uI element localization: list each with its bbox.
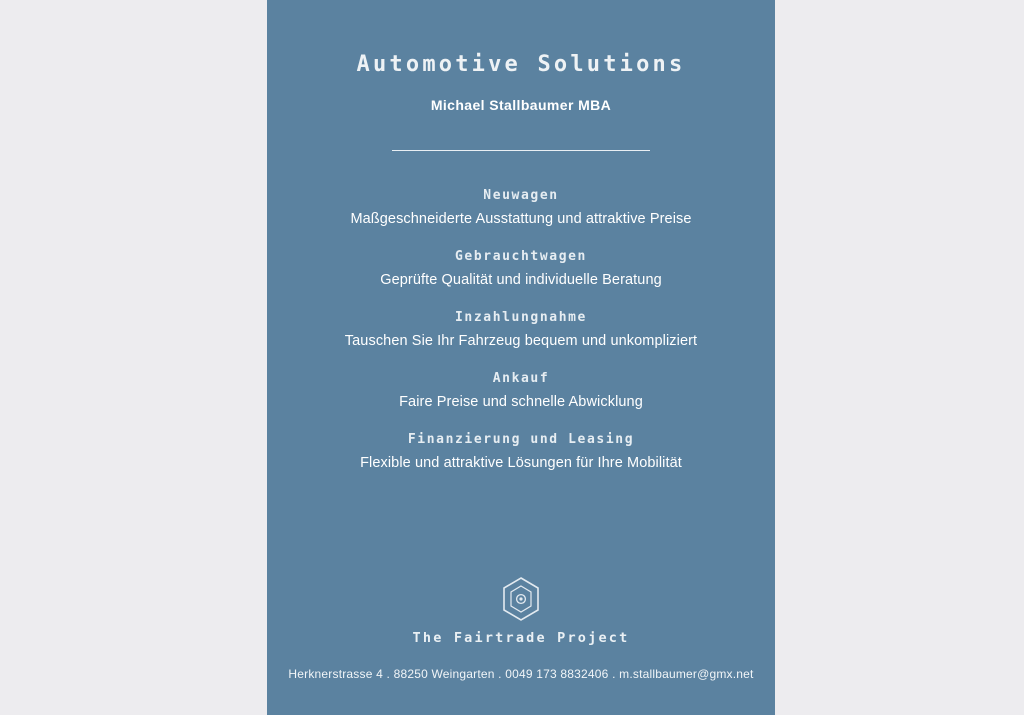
service-description: Flexible und attraktive Lösungen für Ihre Mobilität <box>360 455 682 471</box>
footer-brand: The Fairtrade Project <box>412 630 630 646</box>
service-name: Ankauf <box>492 371 550 386</box>
business-card <box>267 0 775 715</box>
services-list <box>267 188 775 493</box>
service-name: Neuwagen <box>483 188 559 203</box>
list-item <box>267 432 775 471</box>
list-item <box>267 249 775 288</box>
person-name: Michael Stallbaumer MBA <box>430 97 612 113</box>
service-description: Geprüfte Qualität und individuelle Beratung <box>380 272 662 288</box>
service-description: Maßgeschneiderte Ausstattung und attraktive Preise <box>350 211 692 227</box>
hexagon-gear-icon <box>499 610 543 627</box>
service-description: Tauschen Sie Ihr Fahrzeug bequem und unkompliziert <box>344 333 698 349</box>
page-title: Automotive Solutions <box>356 52 686 77</box>
service-name: Inzahlungnahme <box>455 310 587 325</box>
logo <box>267 575 775 628</box>
list-item <box>267 371 775 410</box>
header-divider <box>392 150 650 151</box>
list-item <box>267 310 775 349</box>
service-name: Finanzierung und Leasing <box>407 432 635 447</box>
card-content <box>267 0 775 715</box>
service-description: Faire Preise und schnelle Abwicklung <box>399 394 643 410</box>
service-name: Gebrauchtwagen <box>455 249 587 264</box>
list-item <box>267 188 775 227</box>
footer-contact: Herknerstrasse 4 . 88250 Weingarten . 0049 173 8832406 . m.stallbaumer@gmx.net <box>288 667 754 681</box>
